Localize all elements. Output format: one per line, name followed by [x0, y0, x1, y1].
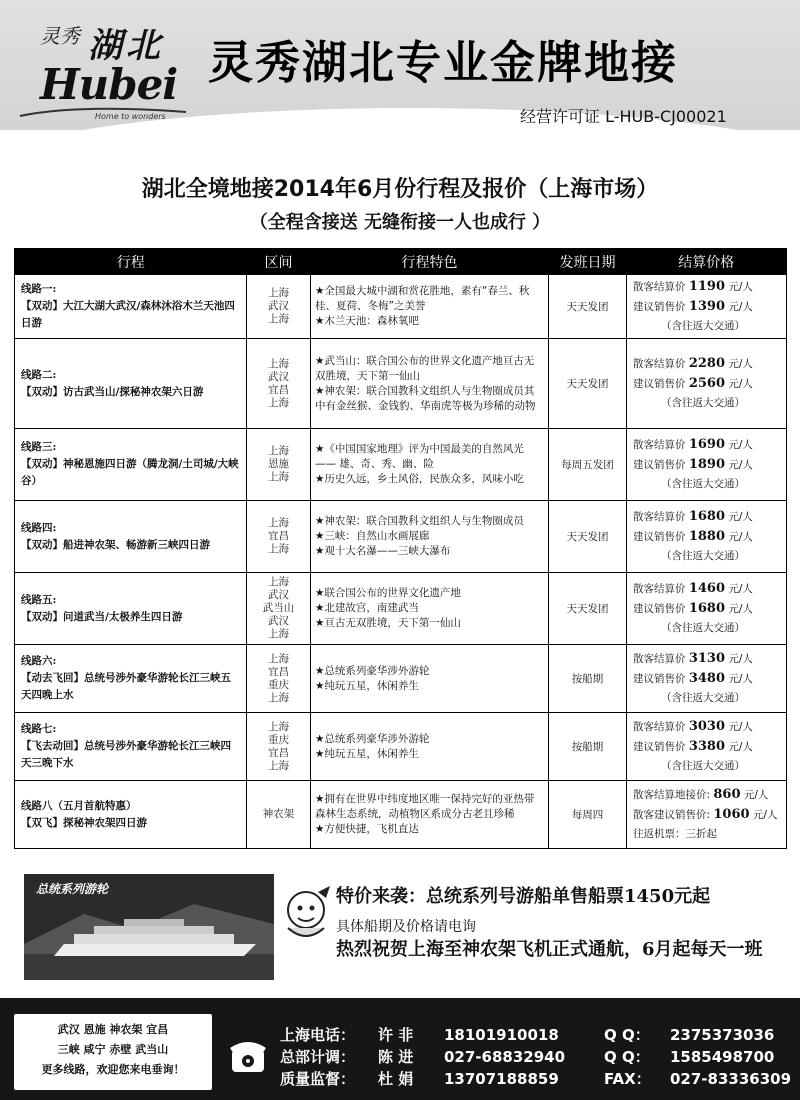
area-stop: 上海	[268, 517, 289, 529]
feature-line: ★总统系列豪华涉外游轮	[315, 664, 430, 677]
table-row	[15, 501, 787, 573]
area-stop: 宜昌	[268, 530, 289, 542]
route-number: 线路八（五月首航特惠）	[21, 799, 137, 812]
footer	[0, 998, 800, 1100]
route-cell	[15, 645, 247, 713]
price-unit: 元/人	[728, 281, 753, 293]
route-name: 【双动】大江大湖大武汉/森林沐浴木兰天池四日游	[21, 300, 235, 329]
area-cell	[247, 713, 311, 781]
area-stop: 上海	[268, 691, 289, 704]
area-stop: 武汉	[268, 370, 289, 383]
price-retail: 860	[713, 787, 741, 802]
features-cell	[311, 713, 549, 781]
features-cell	[311, 501, 549, 573]
price-cell	[627, 429, 787, 501]
area-stop: 上海	[268, 576, 289, 588]
table-row	[15, 275, 787, 339]
logo-cn: 湖北	[88, 26, 164, 66]
area-stop: 上海	[268, 759, 289, 772]
price-retail-label: 散客结算价	[633, 653, 686, 665]
table-row	[15, 429, 787, 501]
area-cell	[247, 501, 311, 573]
area-stop: 重庆	[268, 733, 289, 746]
feature-line: ★亘古无双胜境，天下第一仙山	[315, 617, 461, 629]
telephone-icon	[228, 1036, 268, 1076]
header	[0, 0, 800, 160]
schedule-cell: 天天发团	[549, 339, 627, 429]
area-stop: 恩施	[268, 458, 289, 470]
price-note: 往返机票：三折起	[633, 828, 717, 840]
features-cell	[311, 781, 549, 849]
cruise-ship-image	[24, 874, 274, 980]
logo-script: 灵秀	[40, 24, 80, 48]
price-unit: 元/人	[728, 301, 753, 313]
destinations-line: 更多线路，欢迎您来电垂询！	[41, 1063, 185, 1076]
price-suggest: 1390	[688, 299, 726, 314]
price-suggest-line	[633, 527, 780, 547]
column-header: 区间	[247, 249, 311, 275]
schedule-cell: 天天发团	[549, 573, 627, 645]
price-suggest-label: 建议销售价	[633, 673, 686, 685]
route-cell	[15, 573, 247, 645]
logo-tagline: Home to wonders	[95, 112, 166, 121]
area-cell	[247, 645, 311, 713]
features-cell	[311, 429, 549, 501]
route-number: 线路六:	[21, 655, 57, 667]
promo-announcement: 热烈祝贺上海至神农架飞机正式通航，6月起每天一班	[336, 939, 763, 960]
route-number: 线路五:	[21, 593, 57, 606]
hubei-logo	[10, 8, 185, 123]
area-stop: 重庆	[268, 678, 289, 691]
area-stop: 神农架	[262, 808, 295, 820]
price-retail-label: 散客结算价	[633, 281, 686, 293]
price-note: （含往返大交通）	[661, 320, 745, 332]
price-suggest-line	[633, 374, 780, 394]
price-unit: 元/人	[728, 531, 753, 543]
feature-line: ★神农架：联合国教科文组织人与生物圈成员其中有金丝猴、金钱豹、华南虎等极为珍稀的动物	[315, 384, 536, 412]
price-retail-line	[633, 649, 780, 669]
itinerary-table	[14, 248, 787, 849]
column-header: 行程特色	[311, 249, 549, 275]
contact-label: 上海电话：	[280, 1026, 356, 1044]
price-cell	[627, 275, 787, 339]
column-header: 发班日期	[549, 249, 627, 275]
itinerary-title: 湖北全境地接2014年6月份行程及报价（上海市场）	[141, 177, 659, 202]
contact-label: 总部计调：	[280, 1048, 356, 1066]
price-suggest-label: 建议销售价	[633, 741, 686, 753]
price-unit: 元/人	[728, 653, 753, 665]
feature-line: ★拥有在世界中纬度地区唯一保持完好的亚热带森林生态系统，动植物区系成分古老且珍稀	[315, 793, 535, 820]
features-cell	[311, 339, 549, 429]
price-note: （含往返大交通）	[661, 550, 745, 562]
price-suggest-label: 建议销售价	[633, 603, 686, 615]
feature-line: ★神农架：联合国教科文组织人与生物圈成员	[315, 515, 524, 527]
price-unit: 元/人	[728, 358, 753, 370]
price-suggest: 2560	[688, 376, 726, 391]
price-retail-line	[633, 579, 780, 599]
price-note: （含往返大交通）	[661, 760, 745, 772]
price-retail-label: 散客结算地接价:	[633, 789, 711, 801]
price-cell	[627, 573, 787, 645]
price-retail-label: 散客结算价	[633, 358, 686, 370]
feature-line: ★方便快捷，飞机直达	[315, 823, 419, 835]
contact-phone[interactable]: 18101910018	[444, 1026, 559, 1044]
route-cell	[15, 429, 247, 501]
price-retail: 2280	[688, 356, 726, 371]
price-retail: 1460	[688, 581, 726, 596]
price-suggest: 1060	[713, 807, 750, 822]
area-stop: 上海	[268, 543, 289, 555]
price-retail: 3130	[688, 651, 726, 666]
contact-phone[interactable]: 13707188859	[444, 1070, 559, 1088]
destinations-line: 武汉 恩施 神农架 宜昌	[57, 1023, 169, 1036]
price-unit: 元/人	[728, 378, 753, 390]
price-retail: 1690	[688, 437, 726, 452]
price-unit: 元/人	[743, 789, 769, 801]
route-number: 线路四:	[21, 521, 57, 534]
price-suggest-label: 散客建议销售价:	[633, 809, 711, 821]
contact-row	[280, 1068, 791, 1089]
column-header: 结算价格	[627, 249, 787, 275]
route-name: 【双动】问道武当/太极养生四日游	[21, 610, 183, 623]
logo-en: Hubei	[40, 60, 178, 109]
price-cell	[627, 781, 787, 849]
route-number: 线路七:	[21, 723, 57, 735]
area-stop: 上海	[268, 287, 289, 299]
contact-extra-label: FAX：	[604, 1070, 651, 1088]
area-stop: 上海	[268, 471, 289, 483]
table-row	[15, 645, 787, 713]
feature-line: ★《中国国家地理》评为中国最美的自然风光 —— 雄、奇、秀、幽、险	[315, 443, 524, 470]
price-note: （含往返大交通）	[661, 478, 745, 490]
contact-extra-value[interactable]: 027-83336309	[670, 1070, 792, 1088]
mascot-icon	[278, 884, 338, 946]
schedule-cell: 每周四	[549, 781, 627, 849]
route-cell	[15, 781, 247, 849]
price-suggest: 1880	[688, 529, 726, 544]
schedule-cell: 按船期	[549, 713, 627, 781]
area-stop: 上海	[268, 357, 289, 370]
price-suggest: 1890	[688, 457, 726, 472]
price-retail: 3030	[688, 719, 726, 734]
promo-note: 具体船期及价格请电询	[336, 919, 476, 935]
price-suggest-line	[633, 297, 780, 317]
price-unit: 元/人	[728, 511, 753, 523]
contact-phone[interactable]: 027-68832940	[444, 1048, 566, 1066]
area-stop: 武汉	[268, 589, 289, 601]
price-retail-label: 散客结算价	[633, 721, 686, 733]
license-number: 经营许可证 L-HUB-CJ00021	[520, 107, 727, 126]
price-retail-line	[633, 277, 780, 297]
schedule-cell: 每周五发团	[549, 429, 627, 501]
contact-name: 杜 娟	[378, 1070, 414, 1088]
area-stop: 武当山	[262, 602, 295, 614]
table-row	[15, 339, 787, 429]
area-cell	[247, 781, 311, 849]
schedule-cell: 天天发团	[549, 275, 627, 339]
feature-line: ★武当山：联合国公布的世界文化遗产地亘古无双胜境，天下第一仙山	[315, 354, 535, 382]
price-unit: 元/人	[728, 603, 753, 615]
page-title: 灵秀湖北专业金牌地接	[208, 36, 679, 89]
area-cell	[247, 429, 311, 501]
price-suggest-line	[633, 737, 780, 757]
route-number: 线路二:	[21, 368, 57, 381]
contact-extra-value[interactable]: 2375373036	[670, 1026, 775, 1044]
contact-name: 陈 进	[378, 1048, 414, 1066]
area-stop: 上海	[268, 313, 289, 325]
price-cell	[627, 645, 787, 713]
route-name: 【飞去动回】总统号涉外豪华游轮长江三峡四天三晚下水	[21, 740, 231, 769]
feature-line: ★纯玩五星，休闲养生	[315, 747, 419, 760]
area-stop: 上海	[268, 396, 289, 409]
price-suggest: 3480	[688, 671, 726, 686]
price-retail-line	[633, 435, 780, 455]
ship-label: 总统系列游轮	[36, 882, 109, 896]
route-name: 【双动】船进神农架、畅游新三峡四日游	[21, 538, 210, 551]
price-suggest-line	[633, 455, 780, 475]
price-unit: 元/人	[728, 439, 753, 451]
price-unit: 元/人	[728, 721, 753, 733]
features-cell	[311, 573, 549, 645]
price-unit: 元/人	[728, 459, 753, 471]
price-note: （含往返大交通）	[661, 622, 745, 634]
table-row	[15, 781, 787, 849]
area-stop: 宜昌	[268, 665, 289, 678]
area-stop: 宜昌	[268, 383, 289, 396]
area-stop: 上海	[268, 652, 289, 665]
table-row	[15, 573, 787, 645]
route-name: 【双动】神秘恩施四日游（腾龙洞/土司城/大峡谷）	[21, 458, 239, 487]
route-cell	[15, 501, 247, 573]
price-cell	[627, 339, 787, 429]
price-unit: 元/人	[752, 809, 778, 821]
contact-row	[280, 1046, 774, 1067]
price-cell	[627, 501, 787, 573]
route-number: 线路三:	[21, 441, 57, 453]
contact-extra-label: Q Q：	[604, 1048, 650, 1066]
route-cell	[15, 275, 247, 339]
area-cell	[247, 339, 311, 429]
price-suggest-label: 建议销售价	[633, 378, 686, 390]
route-name: 【双动】访古武当山/探秘神农架六日游	[21, 385, 204, 398]
price-unit: 元/人	[728, 673, 753, 685]
destinations-line: 三峡 咸宁 赤壁 武当山	[57, 1043, 169, 1056]
price-suggest-label: 建议销售价	[633, 301, 686, 313]
contact-extra-value[interactable]: 1585498700	[670, 1048, 775, 1066]
route-cell	[15, 713, 247, 781]
contact-extra-label: Q Q：	[604, 1026, 650, 1044]
area-stop: 上海	[268, 628, 289, 640]
area-stop: 武汉	[268, 300, 289, 312]
promo-headline: 特价来袭：总统系列号游船单售船票1450元起	[336, 886, 711, 907]
contact-label: 质量监督：	[280, 1070, 356, 1088]
price-note: （含往返大交通）	[661, 692, 745, 704]
features-cell	[311, 275, 549, 339]
route-number: 线路一:	[21, 283, 57, 295]
price-retail: 1190	[688, 279, 726, 294]
price-note: （含往返大交通）	[661, 397, 745, 409]
itinerary-subtitle: （全程含接送 无缝衔接一人也成行 ）	[249, 212, 551, 233]
feature-line: ★纯玩五星，休闲养生	[315, 679, 419, 692]
feature-line: ★全国最大城中湖和赏花胜地，素有“春兰、秋桂、夏荷、冬梅”之美誉	[315, 285, 530, 312]
price-retail-line	[633, 785, 780, 805]
price-suggest-line	[633, 669, 780, 689]
price-suggest-line	[633, 599, 780, 619]
price-unit: 元/人	[728, 741, 753, 753]
price-retail-line	[633, 354, 780, 374]
price-retail-label: 散客结算价	[633, 439, 686, 451]
feature-line: ★总统系列豪华涉外游轮	[315, 732, 430, 745]
price-retail-label: 散客结算价	[633, 583, 686, 595]
feature-line: ★北建故宫，南建武当	[315, 602, 419, 614]
destinations-box	[14, 1014, 212, 1090]
area-stop: 上海	[268, 720, 289, 733]
contact-row	[280, 1024, 774, 1045]
price-unit: 元/人	[728, 583, 753, 595]
route-cell	[15, 339, 247, 429]
route-name: 【双飞】探秘神农架四日游	[21, 816, 147, 829]
price-retail-label: 散客结算价	[633, 511, 686, 523]
area-cell	[247, 573, 311, 645]
feature-line: ★三峡：自然山水画展廊	[315, 530, 430, 542]
area-cell	[247, 275, 311, 339]
price-suggest-label: 建议销售价	[633, 531, 686, 543]
price-retail-line	[633, 507, 780, 527]
area-stop: 武汉	[268, 615, 289, 627]
schedule-cell: 按船期	[549, 645, 627, 713]
promo-section	[14, 866, 786, 984]
column-header: 行程	[15, 249, 247, 275]
schedule-cell: 天天发团	[549, 501, 627, 573]
price-suggest-label: 建议销售价	[633, 459, 686, 471]
price-cell	[627, 713, 787, 781]
feature-line: ★历史久远，乡土风俗，民族众多，风味小吃	[315, 473, 524, 485]
route-name: 【动去飞回】总统号涉外豪华游轮长江三峡五天四晚上水	[21, 672, 231, 701]
contact-name: 许 非	[378, 1026, 414, 1044]
features-cell	[311, 645, 549, 713]
area-stop: 宜昌	[268, 746, 289, 759]
price-suggest: 1680	[688, 601, 726, 616]
price-retail-line	[633, 717, 780, 737]
price-suggest: 3380	[688, 739, 726, 754]
feature-line: ★木兰天池：森林氧吧	[315, 315, 419, 327]
area-stop: 上海	[268, 445, 289, 457]
feature-line: ★联合国公布的世界文化遗产地	[315, 587, 461, 599]
price-retail: 1680	[688, 509, 726, 524]
table-header-row	[15, 249, 787, 275]
table-row	[15, 713, 787, 781]
price-suggest-line	[633, 805, 780, 825]
feature-line: ★观十大名瀑——三峡大瀑布	[315, 545, 451, 557]
